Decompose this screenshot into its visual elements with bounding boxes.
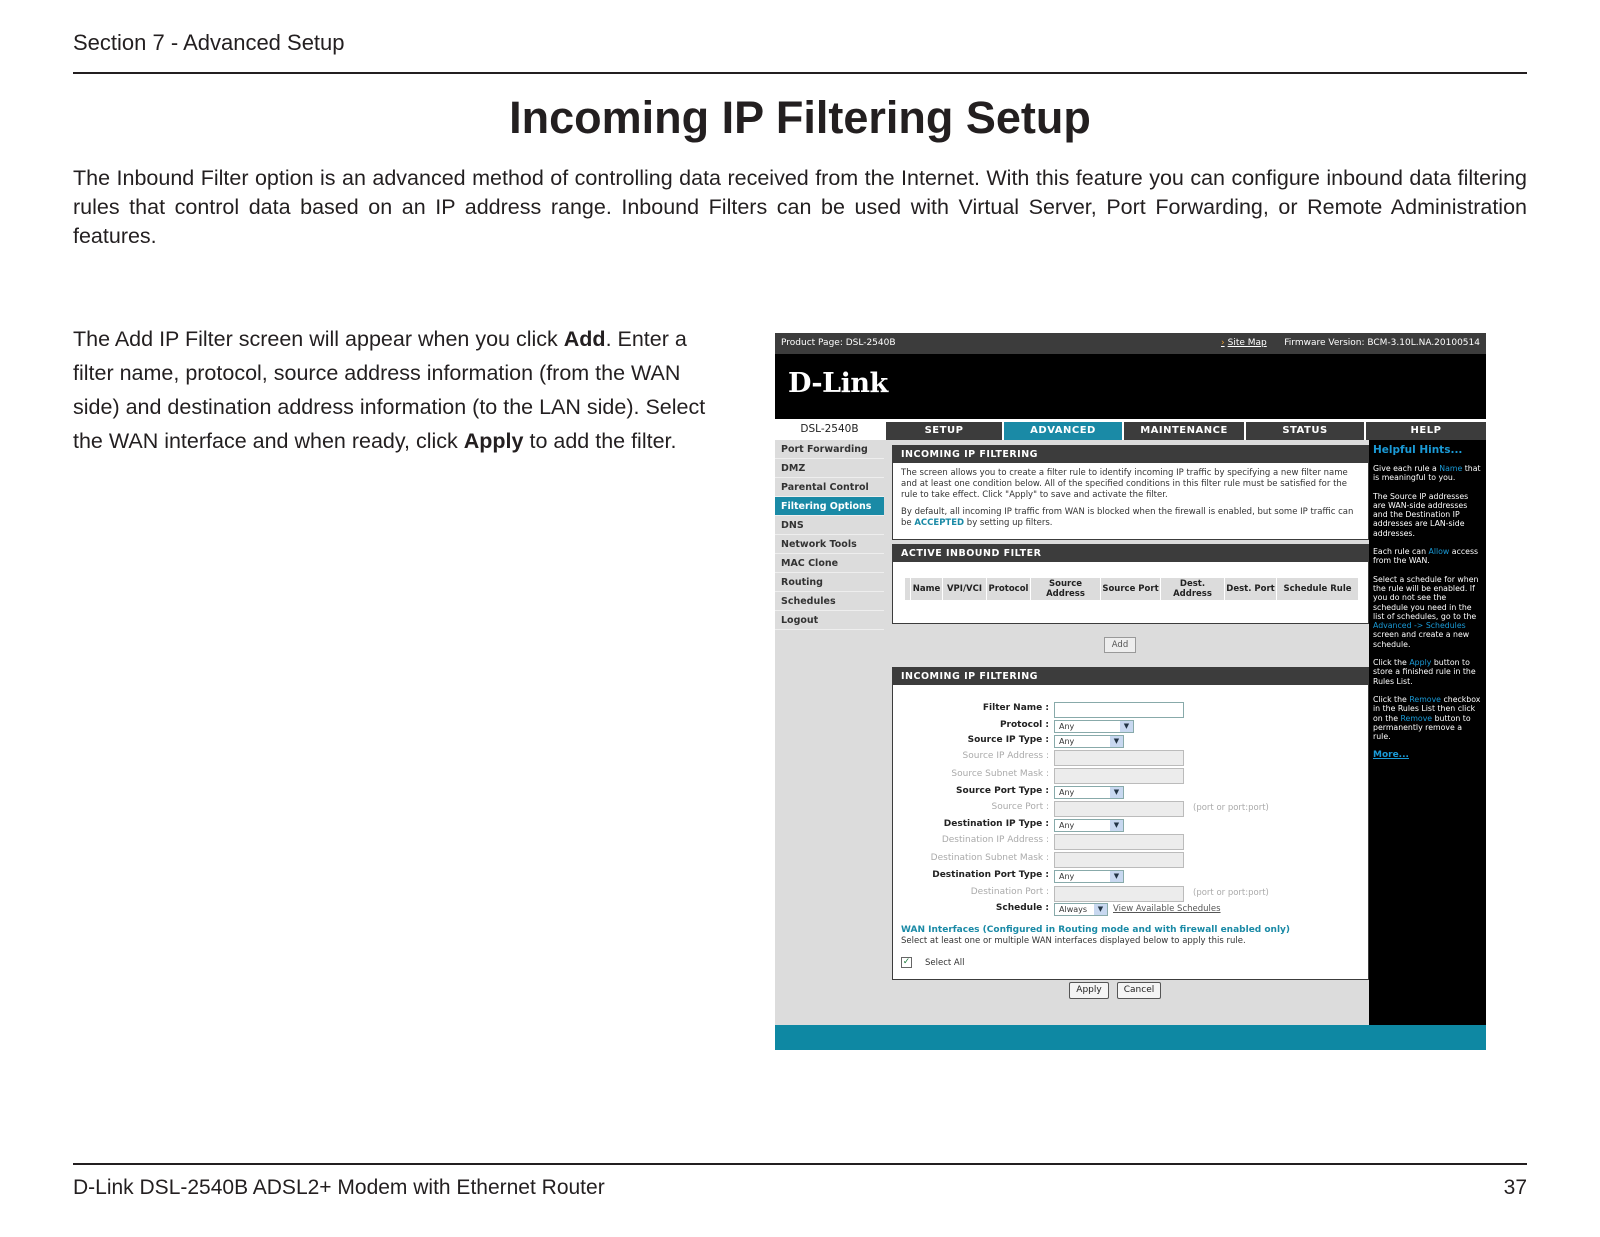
nav-mac-clone[interactable]: MAC Clone: [775, 554, 884, 573]
source-port-input[interactable]: [1054, 801, 1184, 817]
hints-title: Helpful Hints...: [1373, 444, 1463, 456]
destination-port-row: [893, 886, 1370, 902]
destination-ip-type-label: Destination IP Type :: [943, 819, 1049, 829]
select-all-checkbox[interactable]: ✓: [902, 957, 911, 967]
column-header: Schedule Rule: [1277, 578, 1358, 600]
dlink-logo: D-Link: [788, 368, 888, 399]
column-header: Source Port: [1101, 578, 1161, 600]
main-content: [884, 440, 1369, 1025]
firmware-version: Firmware Version: BCM-3.10L.NA.20100514: [1284, 338, 1480, 348]
source-subnet-mask-label: Source Subnet Mask :: [951, 769, 1049, 779]
filtering-description: The screen allows you to create a filter rule to identify incoming IP traffic by specifying a new filter name and at least one condition below. All of the specified conditions in this filter rule must be satisfied for the rule to take effect. Click "Apply" to save and activate the filter.: [901, 468, 1348, 500]
column-header: Protocol: [987, 578, 1031, 600]
cancel-button[interactable]: Cancel: [1117, 982, 1161, 999]
router-screenshot: [775, 333, 1486, 1050]
source-port-type-label: Source Port Type :: [956, 786, 1049, 796]
source-subnet-mask-row: [893, 768, 1370, 784]
wan-interfaces-description: Select at least one or multiple WAN interfaces displayed below to apply this rule.: [901, 936, 1246, 946]
brand-bar: [775, 354, 1486, 419]
apply-button[interactable]: Apply: [1069, 982, 1109, 999]
source-port-label: Source Port :: [991, 802, 1049, 812]
hint-allow: Each rule can Allow access from the WAN.: [1373, 547, 1479, 566]
destination-port-input[interactable]: [1054, 886, 1184, 902]
source-ip-address-row: [893, 750, 1370, 766]
wan-interfaces-title: WAN Interfaces (Configured in Routing mode and with firewall enabled only): [901, 925, 1291, 935]
source-port-type-row: [893, 785, 1370, 801]
nav-routing[interactable]: Routing: [775, 573, 884, 592]
column-header: Name: [911, 578, 943, 600]
nav-logout[interactable]: Logout: [775, 611, 884, 630]
hint-addresses: The Source IP addresses are WAN-side addresses and the Destination IP addresses are LAN-side addresses.: [1373, 491, 1469, 538]
section-header: Section 7 - Advanced Setup: [73, 30, 345, 55]
destination-port-type-label: Destination Port Type :: [932, 870, 1049, 880]
page-number: 37: [1503, 1176, 1527, 1199]
tab-status[interactable]: STATUS: [1246, 422, 1364, 440]
nav-port-forwarding[interactable]: Port Forwarding: [775, 440, 884, 459]
main-nav: [775, 419, 1486, 440]
nav-filtering-options[interactable]: Filtering Options: [775, 497, 884, 516]
active-inbound-filter-box: [892, 544, 1369, 624]
hint-apply: Click the Apply button to store a finished rule in the Rules List.: [1373, 658, 1476, 686]
footer-rule: [73, 1163, 1527, 1165]
destination-subnet-mask-input[interactable]: [1054, 852, 1184, 868]
schedule-label: Schedule :: [995, 903, 1049, 913]
chevron-down-icon: ▼: [1110, 736, 1123, 747]
nav-dns[interactable]: DNS: [775, 516, 884, 535]
hint-remove: Click the Remove checkbox in the Rules List then click on the Remove button to permanently remove a rule.: [1373, 694, 1481, 742]
source-port-type-select[interactable]: Any ▼: [1054, 786, 1124, 799]
port-format-hint: (port or port:port): [1193, 888, 1269, 898]
header-rule: [73, 72, 1527, 74]
source-ip-type-row: [893, 734, 1370, 750]
chevron-down-icon: ▼: [1110, 787, 1123, 798]
page-title: Incoming IP Filtering Setup: [509, 92, 1091, 143]
column-header: Dest. Address: [1161, 578, 1225, 600]
nav-network-tools[interactable]: Network Tools: [775, 535, 884, 554]
source-ip-type-label: Source IP Type :: [967, 735, 1049, 745]
box-title: INCOMING IP FILTERING: [893, 446, 1368, 463]
router-bottom-bar: [775, 1025, 1486, 1050]
view-schedules-link[interactable]: View Available Schedules: [1113, 904, 1221, 914]
protocol-row: [893, 719, 1370, 735]
protocol-select[interactable]: Any ▼: [1054, 720, 1134, 733]
chevron-right-icon: ›: [1221, 338, 1225, 348]
intro-paragraph: The Inbound Filter option is an advanced method of controlling data received from the Internet. With this feature you can configure inbound data filtering rules that control data based on an IP address range. Inbound Filters can be used with Virtual Server, Port Forwarding, or Remote Administration features.: [73, 166, 1527, 248]
filter-name-input[interactable]: [1054, 702, 1184, 718]
nav-dmz[interactable]: DMZ: [775, 459, 884, 478]
source-ip-address-label: Source IP Address :: [962, 751, 1049, 761]
column-header: Source Address: [1031, 578, 1101, 600]
site-map-link[interactable]: › Site Map: [1221, 338, 1267, 348]
destination-ip-address-label: Destination IP Address :: [941, 835, 1049, 845]
footer-product-name: D-Link DSL-2540B ADSL2+ Modem with Ethernet Router: [73, 1176, 605, 1199]
tab-maintenance[interactable]: MAINTENANCE: [1124, 422, 1244, 440]
filtering-info-box: [892, 445, 1369, 540]
column-header: Dest. Port: [1225, 578, 1277, 600]
filter-name-label: Filter Name :: [982, 703, 1049, 713]
box-title: ACTIVE INBOUND FILTER: [893, 545, 1368, 562]
schedule-row: [893, 902, 1370, 918]
tab-advanced[interactable]: ADVANCED: [1004, 422, 1122, 440]
destination-port-type-select[interactable]: Any ▼: [1054, 870, 1124, 883]
chevron-down-icon: ▼: [1094, 904, 1107, 915]
more-link[interactable]: More...: [1373, 750, 1409, 761]
destination-ip-type-select[interactable]: Any ▼: [1054, 819, 1124, 832]
source-port-row: [893, 801, 1370, 817]
schedule-select[interactable]: Always ▼: [1054, 903, 1108, 916]
source-ip-type-select[interactable]: Any ▼: [1054, 735, 1124, 748]
product-page-label: Product Page: DSL-2540B: [781, 338, 896, 348]
add-filter-form-box: [892, 667, 1369, 980]
column-header: VPI/VCI: [943, 578, 987, 600]
protocol-label: Protocol :: [999, 720, 1049, 730]
helpful-hints-panel: [1369, 440, 1486, 1025]
source-subnet-mask-input[interactable]: [1054, 768, 1184, 784]
destination-ip-address-row: [893, 834, 1370, 850]
tab-help[interactable]: HELP: [1366, 422, 1486, 440]
chevron-down-icon: ▼: [1120, 721, 1133, 732]
destination-ip-address-input[interactable]: [1054, 834, 1184, 850]
chevron-down-icon: ▼: [1110, 820, 1123, 831]
hint-name: Give each rule a Name that is meaningful to you.: [1373, 464, 1481, 483]
destination-port-label: Destination Port :: [970, 887, 1049, 897]
select-all-label: Select All: [925, 958, 965, 968]
destination-subnet-mask-row: [893, 852, 1370, 868]
filter-table-header: [905, 578, 1358, 600]
model-label: DSL-2540B: [775, 419, 884, 440]
add-button[interactable]: Add: [1104, 637, 1136, 653]
source-ip-address-input[interactable]: [1054, 750, 1184, 766]
destination-port-type-row: [893, 869, 1370, 885]
instructions-paragraph: The Add IP Filter screen will appear when you click Add. Enter a filter name, protocol, source address information (from the WAN side) and destination address information (to the LAN side). Select the WAN interface and when ready, click Apply to add the filter.: [73, 327, 706, 453]
hint-schedule: Select a schedule for when the rule will be enabled. If you do not see the schedule you need in the list of schedules, go to the Advanced -> Schedules screen and create a new schedule.: [1373, 574, 1479, 649]
filter-name-row: [893, 702, 1370, 718]
nav-parental-control[interactable]: Parental Control: [775, 478, 884, 497]
destination-subnet-mask-label: Destination Subnet Mask :: [930, 853, 1049, 863]
box-title: INCOMING IP FILTERING: [893, 668, 1368, 685]
nav-schedules[interactable]: Schedules: [775, 592, 884, 611]
default-policy-text: By default, all incoming IP traffic from WAN is blocked when the firewall is enabled, but some IP traffic can be ACCEPTED by setting up filters.: [901, 507, 1354, 528]
tab-setup[interactable]: SETUP: [886, 422, 1002, 440]
chevron-down-icon: ▼: [1110, 871, 1123, 882]
left-nav: [775, 440, 884, 1025]
destination-ip-type-row: [893, 818, 1370, 834]
router-top-bar: [775, 333, 1486, 354]
port-format-hint: (port or port:port): [1193, 803, 1269, 813]
